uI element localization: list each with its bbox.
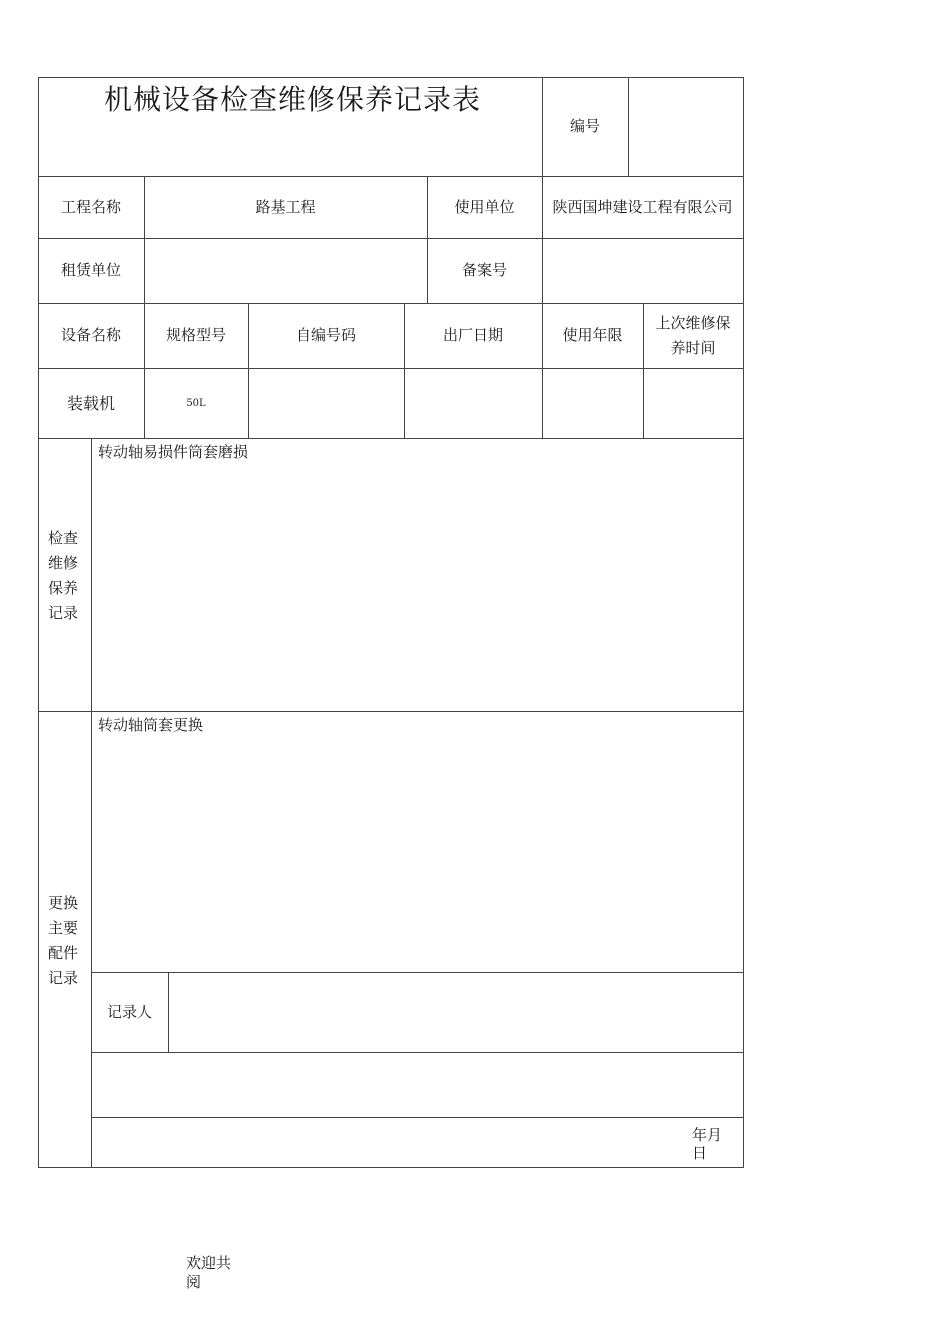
- lease-unit-value[interactable]: [144, 238, 427, 303]
- recorder-label: 记录人: [106, 1002, 152, 1021]
- replacement-label: 更换主要配件记录: [48, 894, 79, 987]
- header-equipment-name: 设备名称: [60, 326, 121, 344]
- self-number-value[interactable]: [248, 368, 404, 438]
- row-divider: [38, 711, 744, 712]
- model-value[interactable]: 50L: [186, 397, 206, 409]
- factory-date-value[interactable]: [404, 368, 542, 438]
- inspection-label: 检查维修保养记录: [48, 529, 79, 622]
- date-label: 年月日: [692, 1126, 723, 1162]
- equipment-name-value[interactable]: 装载机: [66, 393, 115, 413]
- table-border-bottom: [38, 1167, 744, 1168]
- user-unit-value[interactable]: 陕西国坤建设工程有限公司: [552, 197, 733, 216]
- lease-unit-label: 租赁单位: [60, 261, 121, 279]
- table-border-right: [743, 77, 744, 1168]
- replacement-content[interactable]: 转动轴筒套更换: [98, 716, 204, 734]
- project-name-value[interactable]: 路基工程: [255, 197, 316, 216]
- number-value[interactable]: [628, 77, 743, 176]
- row-divider: [91, 1052, 744, 1053]
- header-model: 规格型号: [165, 326, 226, 344]
- header-service-years: 使用年限: [562, 326, 623, 344]
- header-last-maintenance: 上次维修保养时间: [655, 313, 731, 357]
- header-factory-date: 出厂日期: [442, 326, 503, 344]
- project-name-label: 工程名称: [60, 197, 121, 216]
- footer-text: 欢迎共阅: [186, 1254, 232, 1291]
- inspection-content[interactable]: 转动轴易损件筒套磨损: [98, 443, 249, 461]
- col-divider: [91, 438, 92, 1168]
- last-maintenance-value[interactable]: [643, 368, 743, 438]
- record-no-value[interactable]: [542, 238, 743, 303]
- row-divider: [38, 438, 744, 439]
- recorder-value[interactable]: [168, 972, 743, 1052]
- record-no-label: 备案号: [461, 261, 507, 279]
- page-title: 机械设备检查维修保养记录表: [104, 83, 482, 116]
- user-unit-label: 使用单位: [454, 197, 515, 216]
- number-label: 编号: [569, 117, 600, 135]
- header-self-number: 自编号码: [295, 326, 356, 344]
- row-divider: [91, 1117, 744, 1118]
- service-years-value[interactable]: [542, 368, 643, 438]
